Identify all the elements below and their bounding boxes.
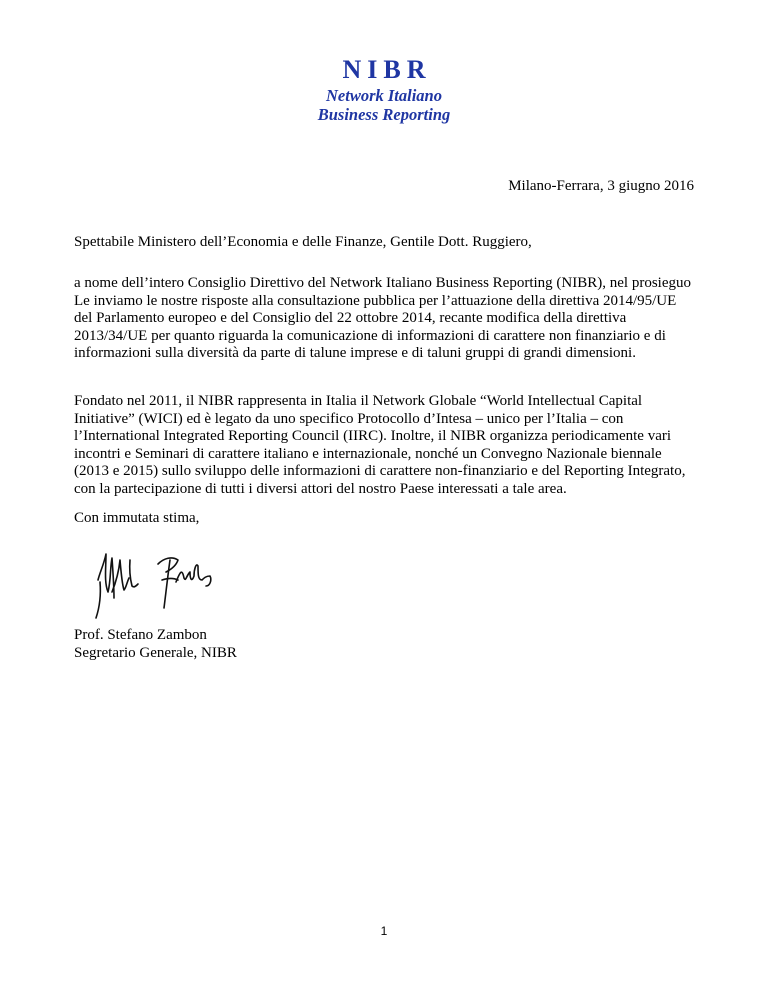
signer-title: Segretario Generale, NIBR: [74, 645, 237, 661]
signer-name: Prof. Stefano Zambon: [74, 627, 207, 643]
handwritten-signature: [86, 542, 236, 624]
paragraph-1-text: a nome dell’intero Consiglio Direttivo del Network Italiano Business Reporting (NIBR), nel prosieguo Le inviamo le nostre risposte alla consultazione pubblica per l’attuazione della direttiva 2014/95/UE del Parlamento europeo e del Consiglio del 22 ottobre 2014, recante modifica della direttiva 2013/34/UE per quanto riguarda la comunicazione di informazioni di carattere non finanziario e di informazioni sulla diversità da parte di talune imprese e di taluni gruppi di grandi dimensioni.: [74, 275, 691, 362]
brand-subtitle-line-1: Network Italiano: [326, 86, 442, 105]
letter-date: Milano-Ferrara, 3 giugno 2016: [508, 178, 694, 194]
letterhead: [0, 54, 768, 124]
salutation-text: Spettabile Ministero dell’Economia e delle Finanze, Gentile Dott. Ruggiero,: [74, 234, 532, 250]
salutation: [74, 234, 698, 252]
closing: [74, 510, 698, 528]
body-paragraph-1: [74, 275, 698, 363]
signer-block: [74, 626, 237, 662]
brand-name: NIBR: [342, 55, 432, 84]
brand-subtitle-line-2: Business Reporting: [317, 105, 451, 124]
closing-text: Con immutata stima,: [74, 510, 200, 526]
body-paragraph-2: [74, 393, 698, 499]
paragraph-2-text: Fondato nel 2011, il NIBR rappresenta in Italia il Network Globale “World Intellectual Capital Initiative” (WICI) ed è legato da uno specifico Protocollo d’Intesa – unico per l’Italia – con l’International Integrated Reporting Council (IIRC). Inoltre, il NIBR organizza periodicamente vari incontri e Seminari di carattere italiano e internazionale, nonché un Convegno Nazionale biennale (2013 e 2015) sullo sviluppo delle informazioni di carattere non-finanziario e del Reporting Integrato, con la partecipazione di tutti i diversi attori del nostro Paese interessati a tale area.: [74, 393, 686, 497]
signature-drawing: [86, 542, 236, 624]
page-number: 1: [380, 924, 388, 938]
